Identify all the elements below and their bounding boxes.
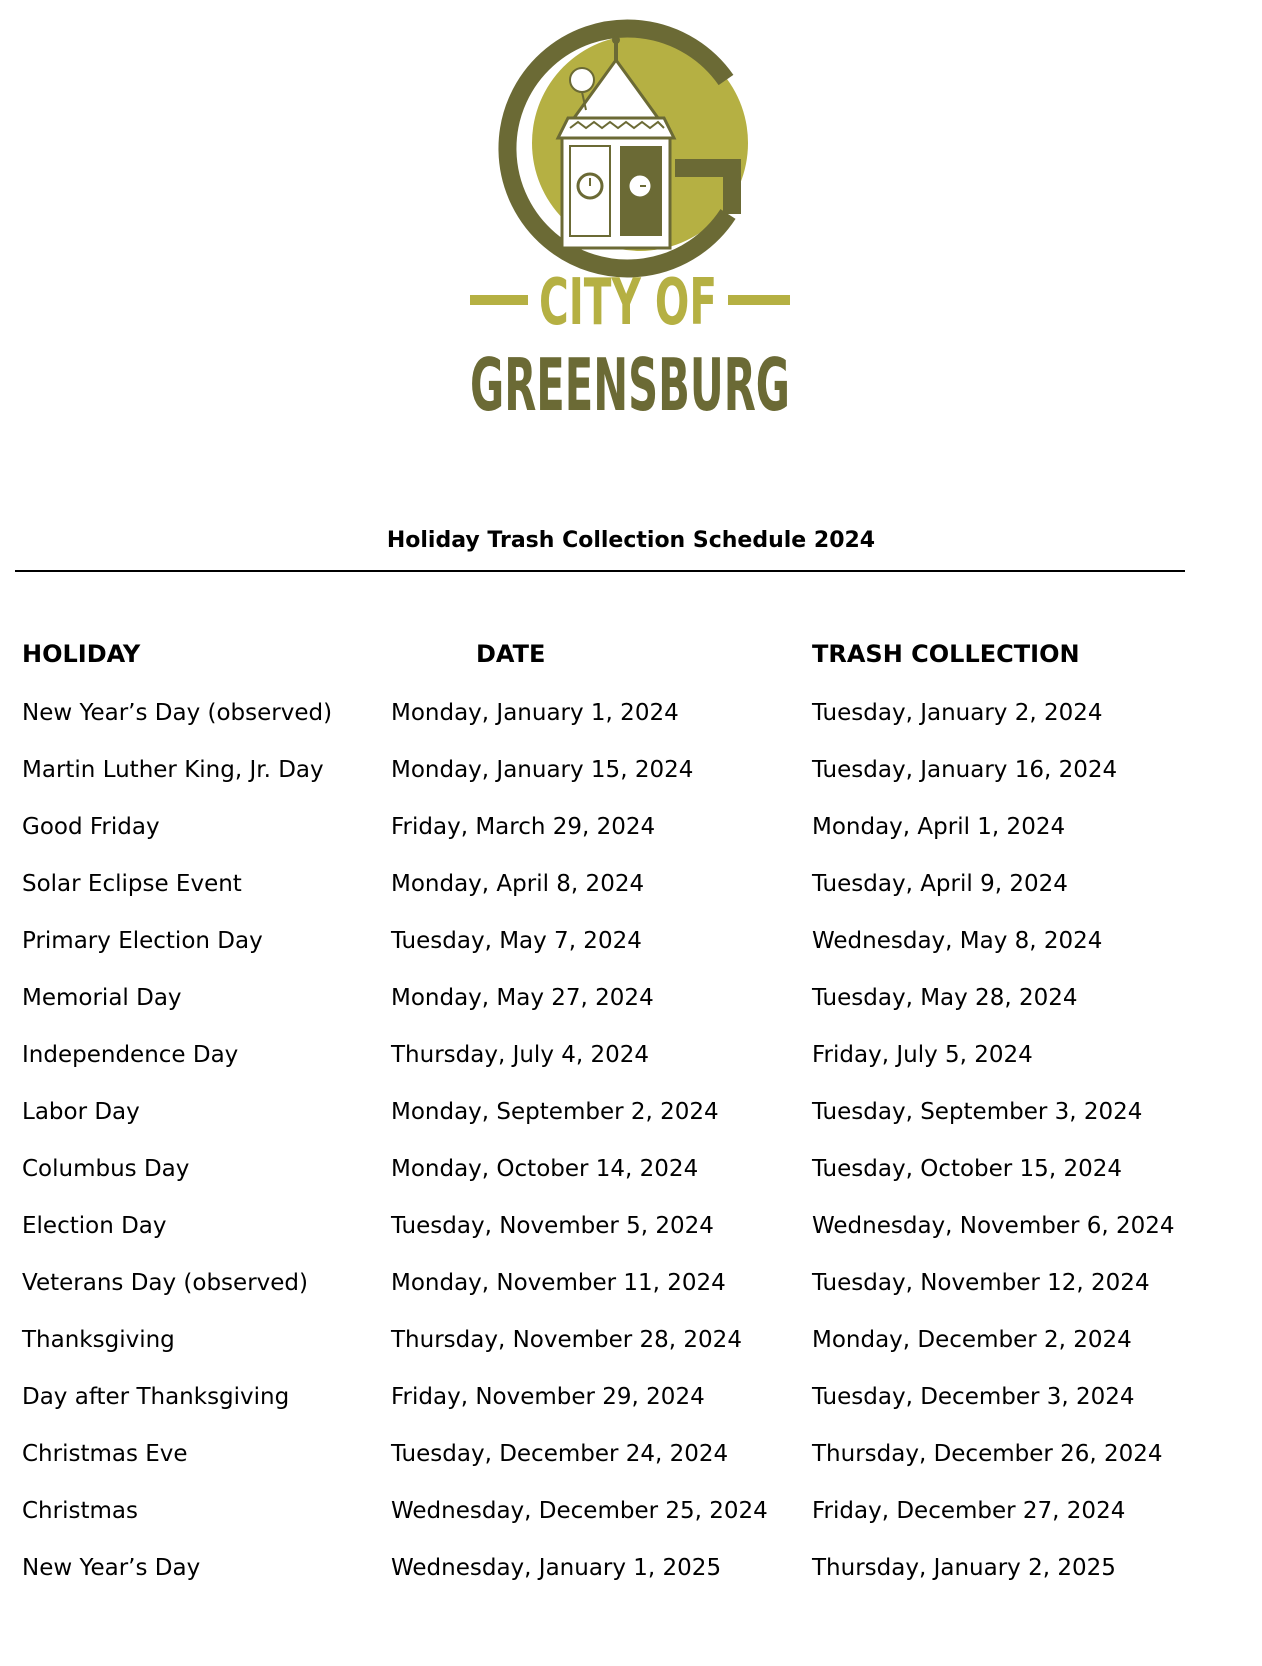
collection-cell: Wednesday, November 6, 2024 [812,1213,1175,1239]
holiday-cell: Christmas Eve [22,1441,188,1467]
column-header-date: DATE [476,640,546,668]
table-row [0,814,1200,871]
logo-line-1: CITY OF [539,266,717,340]
holiday-cell: Martin Luther King, Jr. Day [22,757,324,783]
collection-cell: Monday, December 2, 2024 [812,1327,1132,1353]
collection-cell: Tuesday, January 2, 2024 [812,700,1103,726]
holiday-cell: Christmas [22,1498,138,1524]
holiday-cell: Election Day [22,1213,167,1239]
document-title: Holiday Trash Collection Schedule 2024 [386,528,876,553]
holiday-cell: Memorial Day [22,985,182,1011]
collection-cell: Monday, April 1, 2024 [812,814,1066,840]
holiday-cell: Primary Election Day [22,928,263,954]
collection-cell: Tuesday, December 3, 2024 [812,1384,1135,1410]
date-cell: Thursday, November 28, 2024 [391,1327,742,1353]
date-cell: Tuesday, December 24, 2024 [391,1441,729,1467]
holiday-cell: Solar Eclipse Event [22,871,242,897]
collection-cell: Tuesday, October 15, 2024 [812,1156,1122,1182]
table-row [0,700,1200,757]
table-row [0,757,1200,814]
collection-cell: Wednesday, May 8, 2024 [812,928,1103,954]
table-row [0,871,1200,928]
collection-cell: Friday, July 5, 2024 [812,1042,1033,1068]
holiday-cell: Labor Day [22,1099,140,1125]
collection-cell: Tuesday, May 28, 2024 [812,985,1078,1011]
date-cell: Monday, November 11, 2024 [391,1270,726,1296]
table-row [0,1270,1200,1327]
collection-cell: Thursday, January 2, 2025 [812,1555,1116,1581]
date-cell: Wednesday, January 1, 2025 [391,1555,722,1581]
city-logo [470,18,810,428]
table-row [0,1327,1200,1384]
date-cell: Monday, April 8, 2024 [391,871,645,897]
date-cell: Wednesday, December 25, 2024 [391,1498,768,1524]
table-row [0,1099,1200,1156]
date-cell: Monday, May 27, 2024 [391,985,654,1011]
holiday-cell: Good Friday [22,814,160,840]
date-cell: Monday, September 2, 2024 [391,1099,719,1125]
table-row [0,928,1200,985]
table-row [0,1441,1200,1498]
date-cell: Friday, March 29, 2024 [391,814,656,840]
holiday-cell: Day after Thanksgiving [22,1384,290,1410]
holiday-cell: Columbus Day [22,1156,190,1182]
table-row [0,985,1200,1042]
date-cell: Monday, January 15, 2024 [391,757,694,783]
date-cell: Monday, January 1, 2024 [391,700,679,726]
column-header-holiday: HOLIDAY [22,640,141,668]
table-row [0,1213,1200,1270]
logo-line-2: GREENSBURG [470,343,790,427]
holiday-cell: New Year’s Day [22,1555,201,1581]
column-header-collection: TRASH COLLECTION [812,640,1080,668]
holiday-cell: New Year’s Day (observed) [22,700,333,726]
table-row [0,1555,1200,1612]
holiday-cell: Veterans Day (observed) [22,1270,308,1296]
collection-cell: Tuesday, September 3, 2024 [812,1099,1143,1125]
date-cell: Monday, October 14, 2024 [391,1156,699,1182]
date-cell: Friday, November 29, 2024 [391,1384,705,1410]
collection-cell: Thursday, December 26, 2024 [812,1441,1163,1467]
title-divider [15,570,1185,572]
collection-cell: Friday, December 27, 2024 [812,1498,1126,1524]
table-row [0,1384,1200,1441]
holiday-cell: Thanksgiving [22,1327,175,1353]
collection-cell: Tuesday, November 12, 2024 [812,1270,1150,1296]
collection-cell: Tuesday, April 9, 2024 [812,871,1068,897]
holiday-cell: Independence Day [22,1042,239,1068]
table-row [0,1498,1200,1555]
date-cell: Thursday, July 4, 2024 [391,1042,650,1068]
date-cell: Tuesday, May 7, 2024 [391,928,642,954]
collection-cell: Tuesday, January 16, 2024 [812,757,1118,783]
table-row [0,1156,1200,1213]
table-row [0,1042,1200,1099]
date-cell: Tuesday, November 5, 2024 [391,1213,714,1239]
